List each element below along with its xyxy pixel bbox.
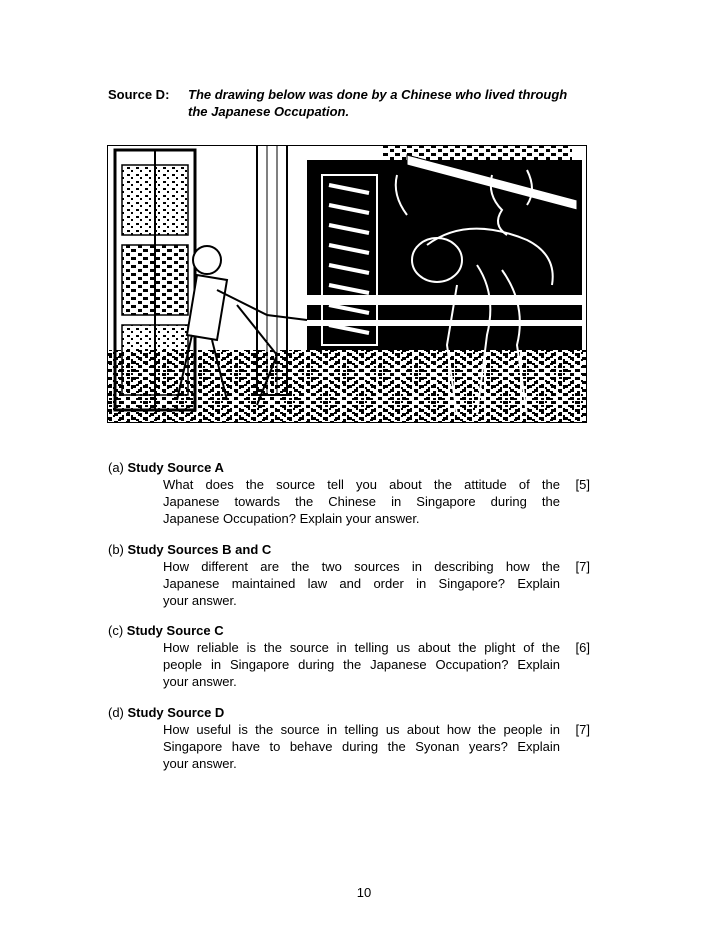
question-text [163,476,560,527]
question-letter: (d) [108,705,124,720]
question-line: Singapore have to behave during the Syonan years? Explain [163,739,560,754]
question-line: your answer. [163,593,237,608]
question-d [108,704,590,772]
question-heading [108,459,590,476]
question-letter: (a) [108,460,124,475]
source-caption-line: The drawing below was done by a Chinese who lived through [188,87,568,102]
source-caption-line: the Japanese Occupation. [188,104,350,119]
question-heading [108,622,590,639]
question-text [163,639,560,690]
question-line: How useful is the source in telling us about how the people in [163,722,560,737]
question-heading [108,541,590,558]
question-title: Study Source C [126,623,224,638]
source-caption [188,86,628,120]
question-marks: [7] [575,559,590,574]
question-b [108,541,590,609]
question-heading [108,704,590,721]
question-line: How different are the two sources in describing how the [163,559,560,574]
question-title: Study Source A [127,460,224,475]
question-line: Japanese Occupation? Explain your answer. [163,511,420,526]
question-letter: (b) [108,542,124,557]
question-title: Study Sources B and C [127,542,272,557]
question-line: What does the source tell you about the attitude of the [163,477,560,492]
source-label: Source D: [108,87,170,102]
question-marks: [7] [575,722,590,737]
question-line: How reliable is the source in telling us about the plight of the [163,640,560,655]
question-c [108,622,590,690]
question-line: your answer. [163,674,237,689]
question-line: Japanese towards the Chinese in Singapore during the [163,494,560,509]
question-marks: [6] [575,640,590,655]
question-text [163,558,560,609]
source-d-drawing [107,145,587,423]
question-a [108,459,590,527]
question-text [163,721,560,772]
question-line: people in Singapore during the Japanese Occupation? Explain [163,657,560,672]
question-marks: [5] [575,477,590,492]
page-number: 10 [356,885,372,900]
question-line: Japanese maintained law and order in Singapore? Explain [163,576,560,591]
question-line: your answer. [163,756,237,771]
question-title: Study Source D [127,705,225,720]
question-letter: (c) [108,623,124,638]
